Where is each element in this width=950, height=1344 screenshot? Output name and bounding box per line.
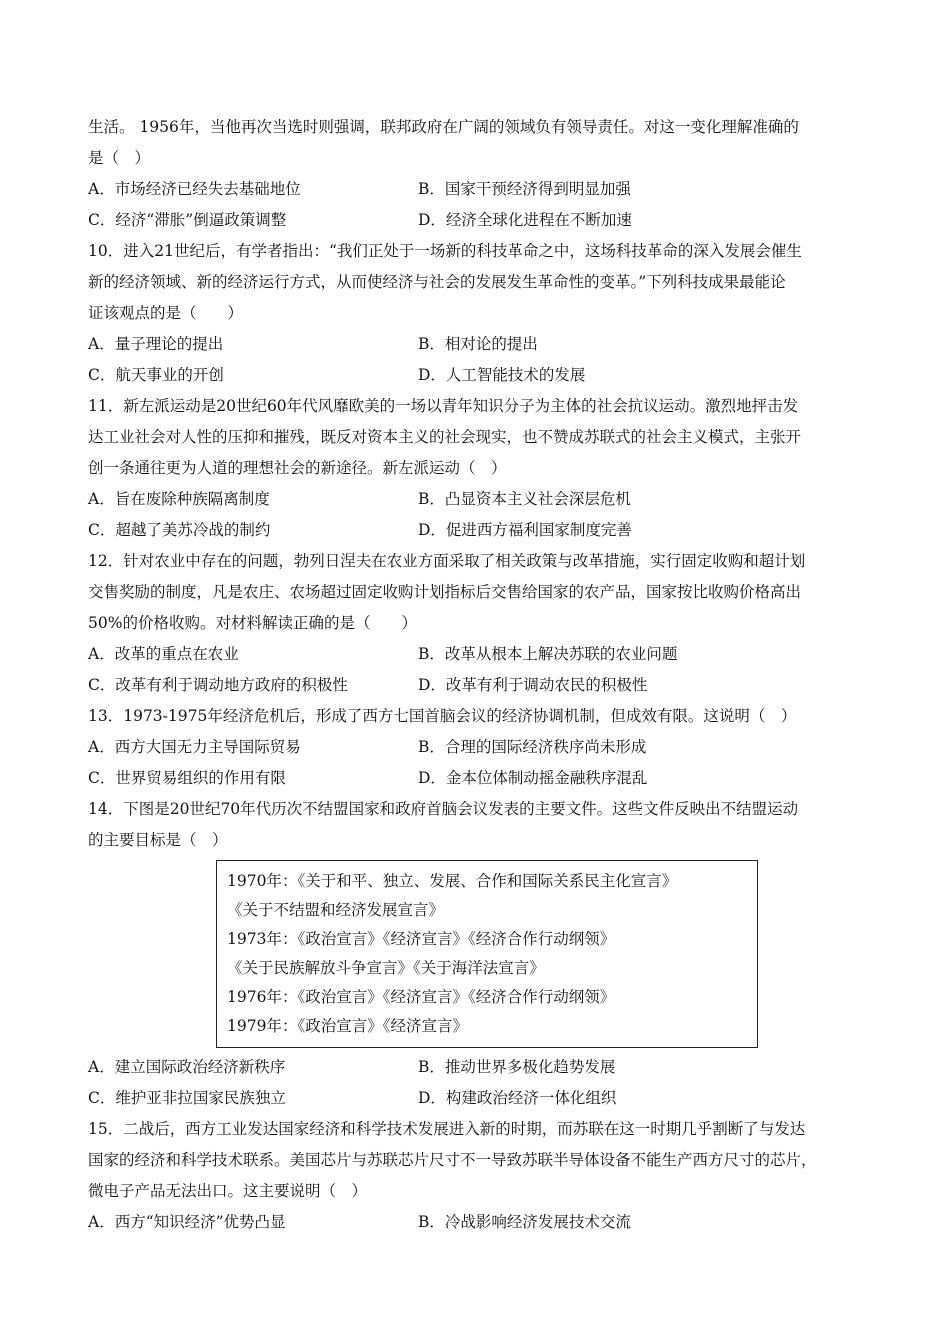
option-c[interactable]: C．超越了美苏冷战的制约 — [88, 521, 271, 539]
documents-box-line: 《关于民族解放斗争宣言》《关于海洋法宣言》 — [227, 959, 545, 977]
options-row — [88, 763, 868, 794]
documents-box — [216, 860, 758, 1048]
options-row — [88, 360, 868, 391]
documents-box-line: 1973年：《政治宣言》《经济宣言》《经济合作行动纲领》 — [227, 930, 616, 948]
option-d[interactable]: D．改革有利于调动农民的积极性 — [418, 676, 648, 694]
option-b[interactable]: B．改革从根本上解决苏联的农业问题 — [418, 645, 678, 663]
option-a[interactable]: A．西方大国无力主导国际贸易 — [88, 738, 301, 756]
option-a[interactable]: A．旨在废除种族隔离制度 — [88, 490, 270, 508]
options-row — [88, 639, 868, 670]
options-row — [88, 515, 868, 546]
option-b[interactable]: B．国家干预经济得到明显加强 — [418, 180, 631, 198]
option-b[interactable]: B．相对论的提出 — [418, 335, 538, 353]
question-text-line: 创一条通往更为人道的理想社会的新途径。新左派运动（ ） — [88, 459, 507, 477]
documents-box-line: 1970年：《关于和平、独立、发展、合作和国际关系民主化宣言》 — [227, 872, 678, 890]
options-row — [88, 205, 868, 236]
option-a[interactable]: A．量子理论的提出 — [88, 335, 224, 353]
options-row — [88, 1207, 868, 1238]
option-d[interactable]: D．构建政治经济一体化组织 — [418, 1089, 617, 1107]
option-a[interactable]: A．改革的重点在农业 — [88, 645, 239, 663]
question-text-line: 交售奖励的制度，凡是农庄、农场超过固定收购计划指标后交售给国家的农产品，国家按比收购价格高出 — [88, 583, 802, 601]
question-9 — [88, 112, 868, 236]
question-text-line: 达工业社会对人性的压抑和摧残，既反对资本主义的社会现实，也不赞成苏联式的社会主义模式，主张开 — [88, 428, 802, 446]
option-d[interactable]: D．金本位体制动摇金融秩序混乱 — [418, 769, 648, 787]
option-d[interactable]: D．经济全球化进程在不断加速 — [418, 211, 632, 229]
options-row — [88, 1083, 868, 1114]
question-text-line: 生活。 1956年，当他再次当选时则强调，联邦政府在广阔的领域负有领导责任。对这一变化理解准确的 — [88, 118, 799, 136]
option-c[interactable]: C．改革有利于调动地方政府的积极性 — [88, 676, 348, 694]
options-row — [88, 732, 868, 763]
exam-page — [88, 112, 868, 1238]
question-text-line: 是（ ） — [88, 149, 151, 167]
question-text-line: 15．二战后，西方工业发达国家经济和科学技术发展进入新的时期，而苏联在这一时期几乎割断了与发达 — [88, 1120, 806, 1138]
question-text-line: 新的经济领域、新的经济运行方式，从而使经济与社会的发展发生革命性的变革。”下列科技成果最能论 — [88, 273, 786, 291]
option-a[interactable]: A．市场经济已经失去基础地位 — [88, 180, 301, 198]
option-b[interactable]: B．凸显资本主义社会深层危机 — [418, 490, 631, 508]
option-a[interactable]: A．建立国际政治经济新秩序 — [88, 1058, 286, 1076]
question-text-line: 13．1973-1975年经济危机后，形成了西方七国首脑会议的经济协调机制，但成效有限。这说明（ ） — [88, 707, 797, 725]
question-text-line: 国家的经济和科学技术联系。美国芯片与苏联芯片尺寸不一导致苏联半导体设备不能生产西方尺寸的芯片， — [88, 1151, 817, 1169]
question-text-line: 14．下图是20世纪70年代历次不结盟国家和政府首脑会议发表的主要文件。这些文件反映出不结盟运动 — [88, 800, 799, 818]
options-row — [88, 174, 868, 205]
documents-box-line: 1979年：《政治宣言》《经济宣言》 — [227, 1017, 468, 1035]
question-10 — [88, 236, 868, 391]
documents-box-line: 《关于不结盟和经济发展宣言》 — [227, 901, 445, 919]
option-d[interactable]: D．促进西方福利国家制度完善 — [418, 521, 632, 539]
question-text-line: 12．针对农业中存在的问题，勃列日涅夫在农业方面采取了相关政策与改革措施，实行固定收购和超计划 — [88, 552, 806, 570]
option-c[interactable]: C．经济“滞胀”倒逼政策调整 — [88, 211, 287, 229]
options-row — [88, 329, 868, 360]
options-row — [88, 670, 868, 701]
option-c[interactable]: C．维护亚非拉国家民族独立 — [88, 1089, 286, 1107]
question-12 — [88, 546, 868, 701]
options-row — [88, 1052, 868, 1083]
question-text-line: 证该观点的是（ ） — [88, 304, 244, 322]
option-b[interactable]: B．冷战影响经济发展技术交流 — [418, 1213, 631, 1231]
question-text-line: 的主要目标是（ ） — [88, 831, 228, 849]
question-text-line: 50%的价格收购。对材料解读正确的是（ ） — [88, 614, 417, 632]
question-text-line: 微电子产品无法出口。这主要说明（ ） — [88, 1182, 368, 1200]
option-c[interactable]: C．世界贸易组织的作用有限 — [88, 769, 286, 787]
question-15 — [88, 1114, 868, 1238]
question-text-line: 10．进入21世纪后，有学者指出：“我们正处于一场新的科技革命之中，这场科技革命的深入发展会催生 — [88, 242, 802, 260]
question-13 — [88, 701, 868, 794]
question-14 — [88, 794, 868, 1114]
option-b[interactable]: B．合理的国际经济秩序尚未形成 — [418, 738, 647, 756]
option-b[interactable]: B．推动世界多极化趋势发展 — [418, 1058, 616, 1076]
documents-box-line: 1976年：《政治宣言》《经济宣言》《经济合作行动纲领》 — [227, 988, 616, 1006]
question-11 — [88, 391, 868, 546]
options-row — [88, 484, 868, 515]
option-c[interactable]: C．航天事业的开创 — [88, 366, 224, 384]
option-a[interactable]: A．西方“知识经济”优势凸显 — [88, 1213, 286, 1231]
option-d[interactable]: D．人工智能技术的发展 — [418, 366, 586, 384]
question-text-line: 11．新左派运动是20世纪60年代风靡欧美的一场以青年知识分子为主体的社会抗议运动。激烈地抨击发 — [88, 397, 799, 415]
